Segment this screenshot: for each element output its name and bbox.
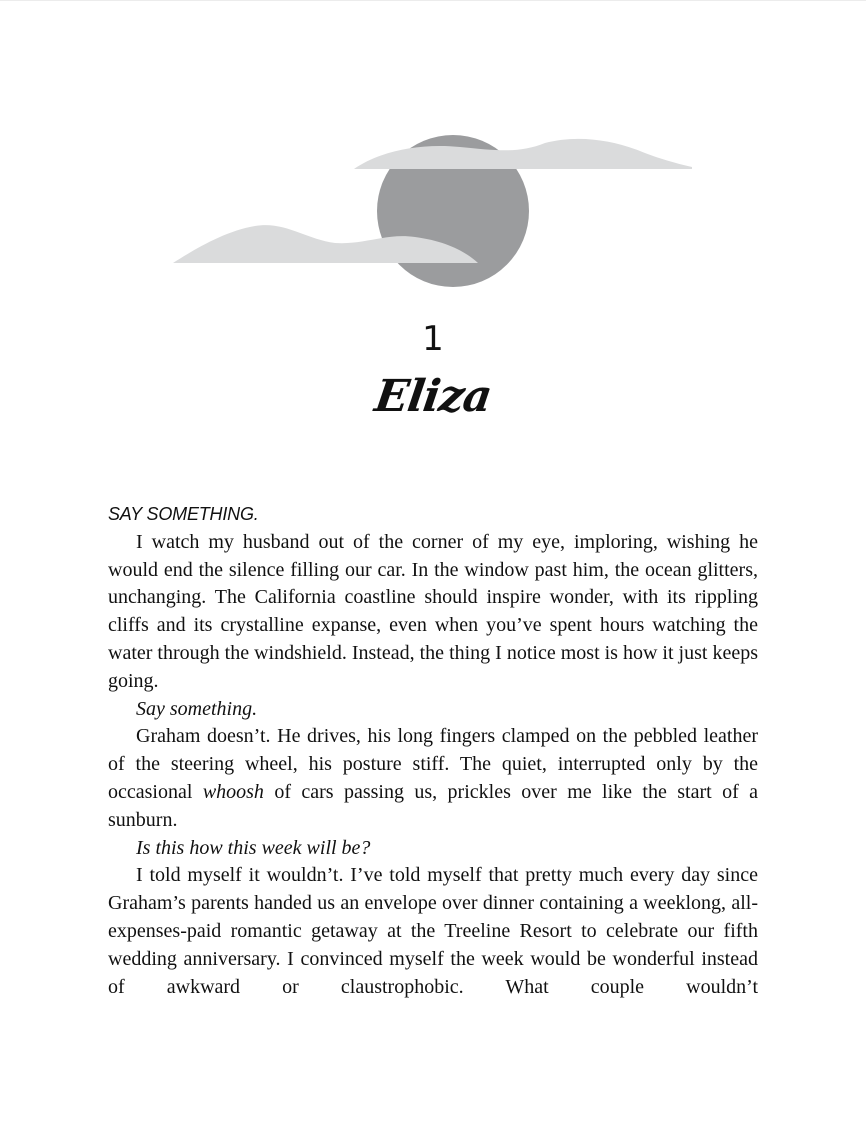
opening-line: SAY SOMETHING. [108,504,259,524]
italic-thought: Say something. [136,697,258,720]
chapter-body [108,501,758,1001]
chapter-title: Eliza [371,371,495,422]
chapter-number: 1 [422,319,444,359]
paragraph [108,723,758,834]
paragraph-text: Graham doesn’t. He drives, his long fingers clamped on the pebbled leather of the steering wheel, his posture stiff. The quiet, interrupted only by the occasional [108,725,758,803]
upper-cloud-shape [354,139,692,169]
sun-behind-clouds-icon [0,1,866,301]
paragraph: I told myself it wouldn’t. I’ve told myself that pretty much every day since Graham’s parents handed us an envelope over dinner containing a weeklong, all-expenses-paid romantic getaway at the Treeline Resort to celebrate our fifth wedding anniversary. I convinced myself the week would be wonderful instead of awkward or claustrophobic. What couple wouldn’t [108,864,758,998]
paragraph-text: of cars passing us, prickles over me like the start of a sunburn. [108,780,758,831]
paragraph: I watch my husband out of the corner of my eye, imploring, wishing he would end the silence filling our car. In the window past him, the ocean glitters, unchanging. The California coastline should inspire wonder, with its rippling cliffs and its crystalline expanse, even when you’ve spent hours watching the water through the windshield. Instead, the thing I notice most is how it just keeps going. [108,530,758,692]
emphasis-text: whoosh [202,780,264,803]
italic-thought: Is this how this week will be? [136,836,371,859]
